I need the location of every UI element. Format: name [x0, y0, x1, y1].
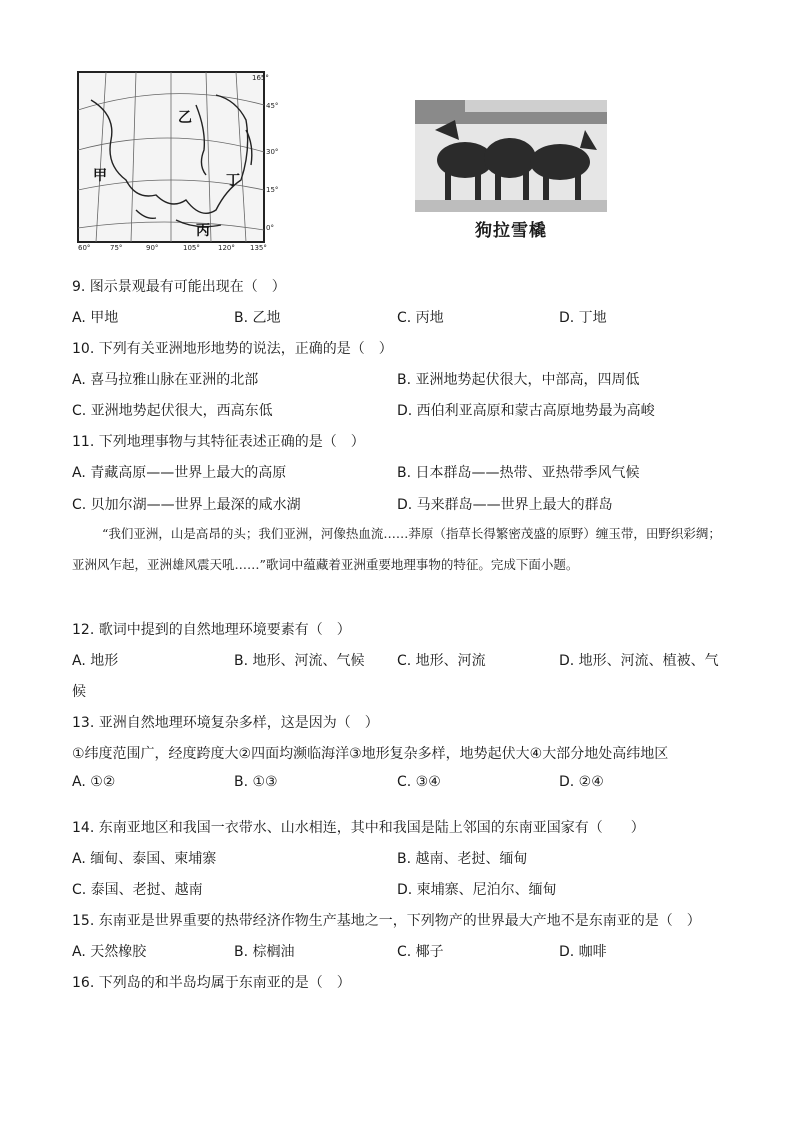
q10-option-d[interactable]: D. 西伯利亚高原和蒙古高原地势最为高峻 — [397, 403, 655, 419]
q13-option-d[interactable]: D. ②④ — [559, 774, 604, 790]
question-14-stem: 14. 东南亚地区和我国一衣带水、山水相连，其中和我国是陆上邻国的东南亚国家有（ ） — [72, 820, 645, 836]
map-tick-right: 15° — [266, 186, 279, 194]
q15-option-d[interactable]: D. 咖啡 — [559, 944, 607, 960]
q12-option-b[interactable]: B. 地形、河流、气候 — [234, 653, 365, 669]
question-15-stem: 15. 东南亚是世界重要的热带经济作物生产基地之一，下列物产的世界最大产地不是东南亚的是（ ） — [72, 913, 701, 929]
photo-caption: 狗拉雪橇 — [475, 221, 547, 241]
question-13-statements: ①纬度范围广，经度跨度大②四面均濒临海洋③地形复杂多样，地势起伏大④大部分地处高纬地区 — [72, 746, 669, 762]
intro-passage: “我们亚洲，山是高昂的头；我们亚洲，河像热血流……莽原（指草长得繁密茂盛的原野）缠玉带，田野织彩绸；亚洲风乍起，亚洲雄风震天吼……”歌词中蕴藏着亚洲重要地理事物的特征。完成下面小题。 — [72, 526, 721, 572]
map-tick-bottom: 75° — [110, 244, 123, 252]
map-tick-top: 165° — [252, 74, 269, 82]
q12-option-d-wrap: 候 — [72, 684, 86, 700]
q14-option-c[interactable]: C. 泰国、老挝、越南 — [72, 882, 203, 898]
q14-option-a[interactable]: A. 缅甸、泰国、柬埔寨 — [72, 851, 217, 867]
question-12-stem: 12. 歌词中提到的自然地理环境要素有（ ） — [72, 622, 351, 638]
map-tick-bottom: 90° — [146, 244, 159, 252]
map-tick-right: 45° — [266, 102, 279, 110]
q15-option-a[interactable]: A. 天然橡胶 — [72, 944, 147, 960]
q9-option-b[interactable]: B. 乙地 — [234, 310, 281, 326]
q12-option-d[interactable]: D. 地形、河流、植被、气 — [559, 653, 719, 669]
dog-sled-photo — [415, 100, 607, 212]
map-label-jia: 甲 — [93, 168, 107, 184]
map-tick-bottom: 60° — [78, 244, 91, 252]
q10-option-b[interactable]: B. 亚洲地势起伏很大，中部高，四周低 — [397, 372, 640, 388]
question-13-stem: 13. 亚洲自然地理环境复杂多样，这是因为（ ） — [72, 715, 379, 731]
map-label-yi: 乙 — [178, 110, 192, 126]
map-tick-bottom: 105° — [183, 244, 200, 252]
asia-map-figure — [76, 70, 279, 252]
map-tick-bottom: 120° — [218, 244, 235, 252]
q11-option-c[interactable]: C. 贝加尔湖——世界上最深的咸水湖 — [72, 497, 301, 513]
q15-option-b[interactable]: B. 棕榈油 — [234, 944, 295, 960]
map-label-ding: 丁 — [226, 173, 240, 189]
q13-option-a[interactable]: A. ①② — [72, 774, 116, 790]
q11-option-a[interactable]: A. 青藏高原——世界上最大的高原 — [72, 465, 287, 481]
q10-option-a[interactable]: A. 喜马拉雅山脉在亚洲的北部 — [72, 372, 259, 388]
q15-option-c[interactable]: C. 椰子 — [397, 944, 444, 960]
question-10-stem: 10. 下列有关亚洲地形地势的说法，正确的是（ ） — [72, 341, 393, 357]
question-16-stem: 16. 下列岛的和半岛均属于东南亚的是（ ） — [72, 975, 351, 991]
q13-option-b[interactable]: B. ①③ — [234, 774, 278, 790]
q12-option-a[interactable]: A. 地形 — [72, 653, 119, 669]
q9-option-a[interactable]: A. 甲地 — [72, 310, 119, 326]
q9-option-c[interactable]: C. 丙地 — [397, 310, 444, 326]
map-tick-right: 30° — [266, 148, 279, 156]
q9-option-d[interactable]: D. 丁地 — [559, 310, 607, 326]
question-9-stem: 9. 图示景观最有可能出现在（ ） — [72, 279, 286, 295]
map-label-bing: 丙 — [196, 223, 210, 239]
map-tick-right: 0° — [266, 224, 274, 232]
q11-option-d[interactable]: D. 马来群岛——世界上最大的群岛 — [397, 497, 613, 513]
q12-option-c[interactable]: C. 地形、河流 — [397, 653, 486, 669]
q11-option-b[interactable]: B. 日本群岛——热带、亚热带季风气候 — [397, 465, 640, 481]
q13-option-c[interactable]: C. ③④ — [397, 774, 441, 790]
q10-option-c[interactable]: C. 亚洲地势起伏很大，西高东低 — [72, 403, 273, 419]
question-11-stem: 11. 下列地理事物与其特征表述正确的是（ ） — [72, 434, 365, 450]
q14-option-b[interactable]: B. 越南、老挝、缅甸 — [397, 851, 528, 867]
q14-option-d[interactable]: D. 柬埔寨、尼泊尔、缅甸 — [397, 882, 557, 898]
map-tick-bottom: 135° — [250, 244, 267, 252]
